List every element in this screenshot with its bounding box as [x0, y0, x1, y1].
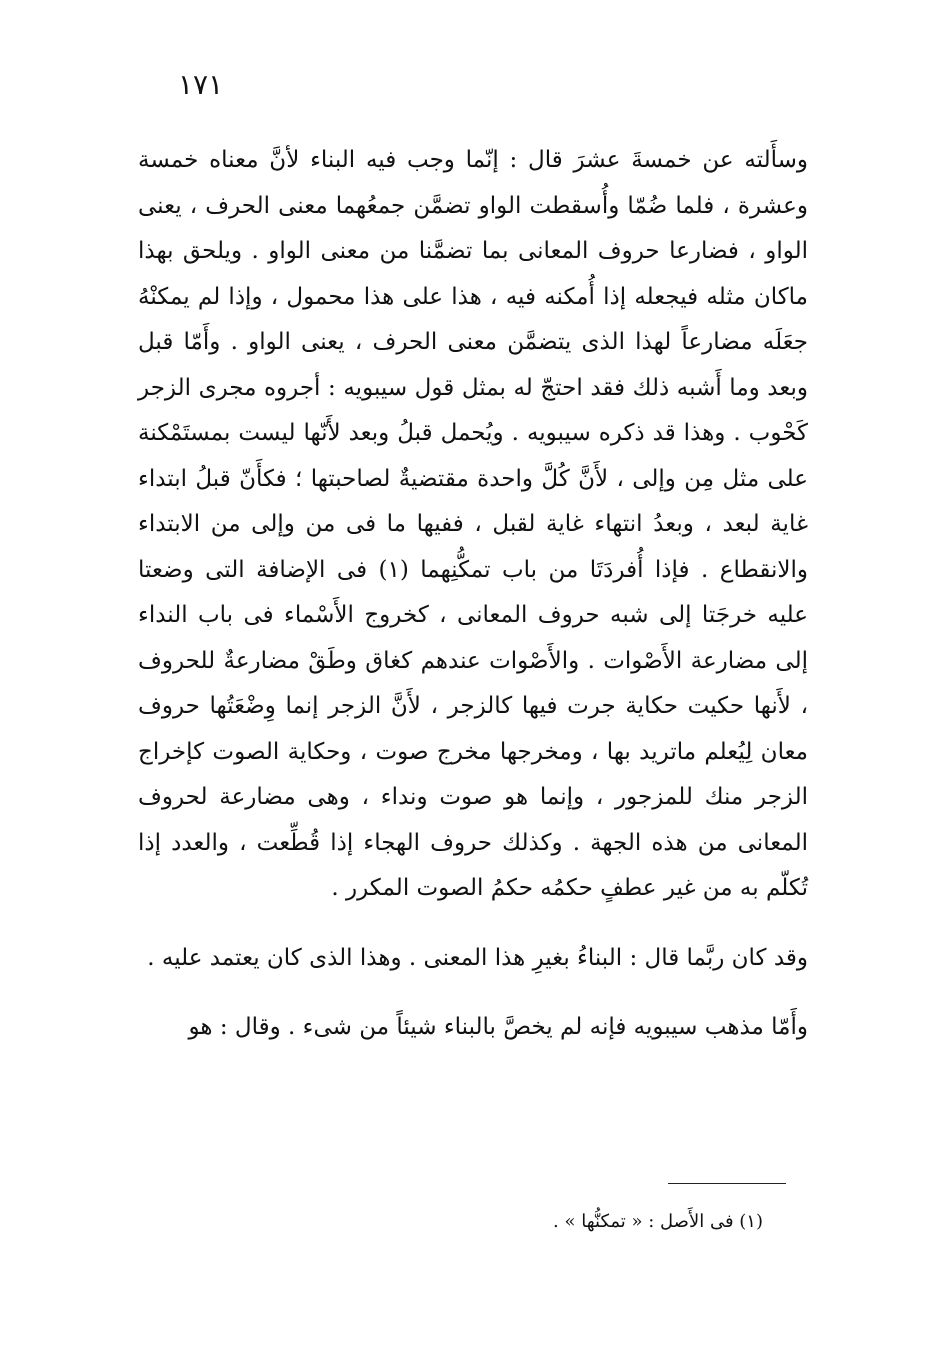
main-text [138, 138, 808, 1051]
paragraph-3: وأَمّا مذهب سيبويه فإنه لم يخصَّ بالبناء شيئاً من شىء . وقال : هو [188, 1014, 808, 1040]
paragraph-1: وسأَلته عن خمسةَ عشرَ قال : إنّما وجب فيه البناء لأنَّ معناه خمسة وعشرة ، فلما ضُمّا وأُسقطت الواو تضمَّن جمعُهما معنى الحرف ، يعنى الواو ، فضارعا حروف المعانى بما تضمَّنا من معنى الواو . ويلحق بهذا ماكان مثله فيجعله إذا أُمكنه فيه ، هذا على هذا محمول ، وإذا لم يمكنْهُ جعَلَه مضارعاً لهذا الذى يتضمَّن معنى الحرف ، يعنى الواو . وأَمّا قبل وبعد وما أَشبه ذلك فقد احتجّ له بمثل قول سيبويه : أجروه مجرى الزجر كَحْوب . وهذا قد ذكره سيبويه . ويُحمل قبلُ وبعد لأَنّها ليست بمستَمْكنة على مثل مِن وإلى ، لأَنَّ كُلَّ واحدة مقتضيةٌ لصاحبتها ؛ فكأَنّ قبلُ ابتداء غاية لبعد ، وبعدُ انتهاء غاية لقبل ، ففيها ما فى من وإلى من الابتداء والانقطاع . فإذا أُفردَتَا من باب تمكُّنِهما (١) فى الإضافة التى وضعتا عليه خرجَتا إلى شبه حروف المعانى ، كخروج الأَسْماء فى باب النداء إلى مضارعة الأَصْوات . والأَصْوات عندهم كغاق وطَقْ مضارعةٌ للحروف ، لأَنها حكيت حكاية جرت فيها كالزجر ، لأَنَّ الزجر إنما وِضْعَتُها حروف معان لِيُعلم ماتريد بها ، ومخرجها مخرج صوت ، وحكاية الصوت كإخراج الزجر منك للمزجور ، وإنما هو صوت ونداء ، وهى مضارعة لحروف المعانى من هذه الجهة . وكذلك حروف الهجاء إذا قُطِّعت ، والعدد إذا تُكلّم به من غير عطفٍ حكمُه حكمُ الصوت المكرر . [138, 147, 808, 901]
footnote-divider [668, 1183, 786, 1184]
paragraph-2: وقد كان ربَّما قال : البناءُ بغيرِ هذا المعنى . وهذا الذى كان يعتمد عليه . [147, 944, 808, 971]
footnote: (١) فى الأَصل : « تمكنُّها » . [553, 1211, 763, 1232]
page-number: ١٧١ [178, 68, 224, 101]
